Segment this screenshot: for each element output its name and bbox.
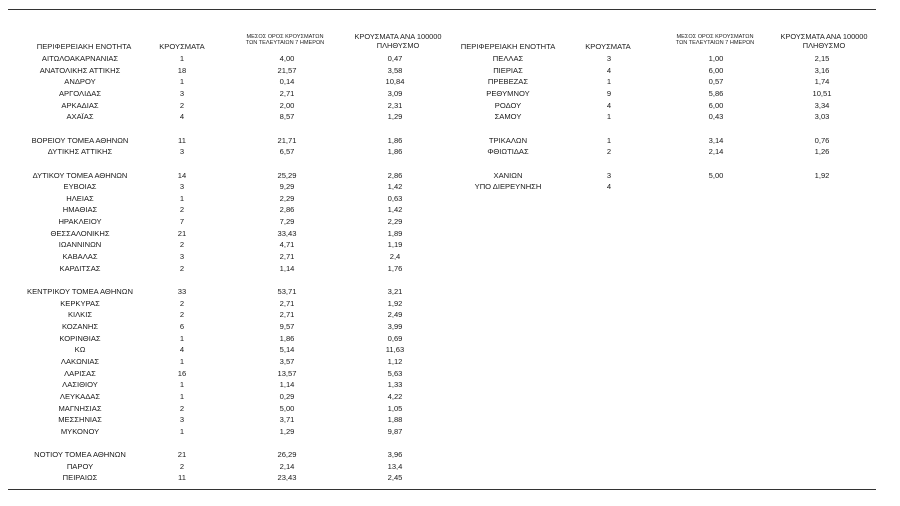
cell-avg: 0,57	[708, 77, 724, 87]
cell-region: ΜΥΚΟΝΟΥ	[60, 426, 100, 436]
left-header-region: ΠΕΡΙΦΕΡΕΙΑΚΗ ΕΝΟΤΗΤΑ	[36, 42, 132, 51]
cell-region: ΗΜΑΘΙΑΣ	[62, 205, 98, 215]
cell-avg: 5,86	[708, 88, 724, 98]
cell-region: ΗΡΑΚΛΕΙΟΥ	[58, 217, 102, 227]
cell-per100k: 3,09	[387, 88, 403, 98]
cell-cases: 2	[606, 147, 612, 157]
table-row	[0, 217, 900, 227]
cell-region: ΜΑΓΝΗΣΙΑΣ	[58, 403, 102, 413]
cell-cases: 4	[179, 345, 185, 355]
cell-avg: 2,29	[279, 193, 295, 203]
cell-region: ΥΠΟ ΔΙΕΡΕΥΝΗΣΗ	[474, 182, 542, 192]
cell-cases: 1	[179, 193, 185, 203]
table-row	[0, 66, 900, 76]
cell-cases: 21	[177, 228, 187, 238]
cell-per100k: 0,47	[387, 54, 403, 63]
cell-avg: 6,00	[708, 100, 724, 110]
right-header-avg-line1: ΜΕΣΟΣ ΟΡΟΣ ΚΡΟΥΣΜΑΤΩΝ	[676, 34, 754, 40]
cell-per100k: 2,15	[814, 54, 830, 63]
table-row	[0, 287, 900, 297]
cell-region: ΚΑΒΑΛΑΣ	[62, 252, 98, 262]
cell-cases: 1	[179, 380, 185, 390]
cell-per100k: 1,26	[814, 147, 830, 157]
cell-cases: 3	[179, 252, 185, 262]
cell-per100k: 1,92	[387, 298, 403, 308]
cell-cases: 1	[606, 135, 612, 145]
table-row	[0, 310, 900, 320]
cell-avg: 0,29	[279, 391, 295, 401]
cell-cases: 1	[606, 77, 612, 87]
table-row	[0, 392, 900, 402]
cell-per100k: 10,51	[812, 88, 832, 98]
bottom-rule	[8, 489, 876, 490]
cell-region: ΡΟΔΟΥ	[494, 100, 522, 110]
table-row	[0, 171, 900, 181]
table-row	[0, 252, 900, 262]
cell-avg: 1,29	[279, 426, 295, 436]
cell-region: ΚΕΡΚΥΡΑΣ	[60, 298, 100, 308]
cell-cases: 1	[179, 77, 185, 87]
table-row	[0, 194, 900, 204]
cell-region: ΜΕΣΣΗΝΙΑΣ	[58, 415, 102, 425]
cell-cases: 9	[606, 88, 612, 98]
cell-per100k: 9,87	[387, 426, 403, 436]
table-row	[0, 182, 900, 192]
cell-avg: 33,43	[277, 228, 297, 238]
cell-per100k: 1,05	[387, 403, 403, 413]
cell-per100k: 0,69	[387, 333, 403, 343]
cell-avg: 23,43	[277, 473, 297, 483]
cell-avg: 13,57	[277, 368, 297, 378]
cell-cases: 11	[178, 473, 186, 483]
cell-per100k: 13,4	[387, 461, 403, 471]
cell-per100k: 1,42	[387, 182, 403, 192]
cell-region: ΧΑΝΙΩΝ	[493, 170, 523, 180]
cell-per100k: 1,89	[387, 228, 403, 238]
cell-cases: 2	[179, 100, 185, 110]
cell-region: ΦΘΙΩΤΙΔΑΣ	[487, 147, 529, 157]
cell-avg: 2,71	[279, 310, 295, 320]
table-row	[0, 415, 900, 425]
cell-region: ΙΩΑΝΝΙΝΩΝ	[58, 240, 102, 250]
cell-region: ΣΑΜΟΥ	[494, 112, 522, 122]
cell-cases: 1	[179, 333, 185, 343]
cell-region: ΚΕΝΤΡΙΚΟΥ ΤΟΜΕΑ ΑΘΗΝΩΝ	[27, 287, 133, 296]
table-row	[0, 89, 900, 99]
cell-cases: 3	[179, 147, 185, 157]
cell-avg: 0,43	[708, 112, 724, 122]
cell-avg: 1,14	[279, 263, 295, 273]
cell-per100k: 3,16	[814, 65, 830, 75]
cell-per100k: 3,99	[387, 321, 403, 331]
cell-cases: 3	[606, 54, 612, 63]
spacer-row	[0, 159, 900, 169]
cell-cases: 1	[179, 356, 185, 366]
left-header-avg	[230, 34, 340, 47]
cell-avg: 2,14	[708, 147, 724, 157]
cell-cases: 1	[606, 112, 612, 122]
cell-cases: 18	[177, 65, 187, 75]
cell-avg: 5,00	[708, 170, 724, 180]
table-row	[0, 229, 900, 239]
cell-region: ΑΝΑΤΟΛΙΚΗΣ ΑΤΤΙΚΗΣ	[39, 65, 121, 75]
cell-per100k: 3,34	[814, 100, 830, 110]
spacer-row	[0, 438, 900, 448]
cell-per100k: 1,42	[387, 205, 403, 215]
cell-avg: 2,71	[279, 298, 295, 308]
cell-region: ΑΝΔΡΟΥ	[64, 77, 96, 87]
cell-avg: 5,00	[279, 403, 295, 413]
spacer-row	[0, 124, 900, 134]
cell-per100k: 1,19	[387, 240, 403, 250]
left-header-per100k	[338, 33, 458, 50]
left-header-per100k-line1: ΚΡΟΥΣΜΑΤΑ ΑΝΑ 100000	[354, 32, 442, 41]
table-row	[0, 54, 900, 64]
cell-per100k: 3,58	[387, 65, 403, 75]
cell-avg: 2,00	[279, 100, 295, 110]
right-header-per100k	[764, 33, 884, 50]
cell-per100k: 4,22	[387, 391, 403, 401]
cell-per100k: 10,84	[385, 77, 405, 87]
cell-region: ΗΛΕΙΑΣ	[66, 193, 94, 203]
cell-per100k: 3,21	[387, 287, 403, 296]
table-row	[0, 334, 900, 344]
cell-region: ΡΕΘΥΜΝΟΥ	[486, 88, 530, 98]
cell-region: ΠΕΛΛΑΣ	[492, 54, 524, 63]
cell-region: ΤΡΙΚΑΛΩΝ	[488, 135, 528, 145]
cell-avg: 3,14	[708, 135, 724, 145]
cell-per100k: 1,29	[387, 112, 403, 122]
table-row	[0, 136, 900, 146]
table-row	[0, 369, 900, 379]
cell-avg: 8,57	[279, 112, 295, 122]
table-row	[0, 264, 900, 274]
cell-avg: 6,57	[279, 147, 295, 157]
cell-avg: 2,14	[279, 461, 295, 471]
left-header-per100k-line2: ΠΛΗΘΥΣΜΟ	[376, 40, 420, 50]
cell-avg: 0,14	[279, 77, 295, 87]
table-row	[0, 112, 900, 122]
table-row	[0, 322, 900, 332]
cell-avg: 6,00	[708, 65, 724, 75]
cell-region: ΒΟΡΕΙΟΥ ΤΟΜΕΑ ΑΘΗΝΩΝ	[31, 135, 129, 145]
cell-cases: 16	[177, 368, 187, 378]
cell-per100k: 2,49	[387, 310, 403, 320]
cell-per100k: 1,88	[387, 415, 403, 425]
left-header-avg-line1: ΜΕΣΟΣ ΟΡΟΣ ΚΡΟΥΣΜΑΤΩΝ	[246, 34, 324, 40]
cell-per100k: 3,96	[387, 450, 403, 460]
table-row	[0, 299, 900, 309]
table-row	[0, 345, 900, 355]
cell-per100k: 0,76	[814, 135, 830, 145]
cell-cases: 2	[179, 205, 185, 215]
right-header-region: ΠΕΡΙΦΕΡΕΙΑΚΗ ΕΝΟΤΗΤΑ	[460, 42, 556, 51]
cell-region: ΔΥΤΙΚΗΣ ΑΤΤΙΚΗΣ	[47, 147, 113, 157]
cell-per100k: 2,86	[387, 170, 403, 180]
cell-region: ΚΟΖΑΝΗΣ	[61, 321, 99, 331]
cell-avg: 1,00	[708, 54, 724, 63]
cell-region: ΠΡΕΒΕΖΑΣ	[487, 77, 529, 87]
cell-cases: 2	[179, 461, 185, 471]
cell-cases: 2	[179, 298, 185, 308]
cell-cases: 2	[179, 240, 185, 250]
cell-cases: 3	[179, 415, 185, 425]
left-header-cases: ΚΡΟΥΣΜΑΤΑ	[159, 42, 205, 51]
cell-region: ΑΡΚΑΔΙΑΣ	[61, 100, 99, 110]
cell-region: ΔΥΤΙΚΟΥ ΤΟΜΕΑ ΑΘΗΝΩΝ	[32, 170, 128, 180]
cell-cases: 2	[179, 403, 185, 413]
cell-cases: 7	[179, 217, 185, 227]
cell-region: ΛΑΚΩΝΙΑΣ	[60, 356, 100, 366]
cell-per100k: 1,33	[387, 380, 403, 390]
cell-region: ΛΕΥΚΑΔΑΣ	[59, 391, 101, 401]
cell-region: ΚΩ	[74, 345, 86, 355]
cell-avg: 3,71	[279, 415, 295, 425]
right-header-avg-line2: ΤΩΝ ΤΕΛΕΥΤΑΙΩΝ 7 ΗΜΕΡΩΝ	[675, 40, 755, 47]
cell-avg: 9,29	[279, 182, 295, 192]
cell-cases: 3	[179, 182, 185, 192]
cell-per100k: 2,29	[387, 217, 403, 227]
cell-avg: 25,29	[277, 170, 297, 180]
cell-per100k: 1,76	[387, 263, 403, 273]
cell-cases: 6	[179, 321, 185, 331]
cell-avg: 26,29	[277, 450, 297, 460]
spacer-row	[0, 275, 900, 285]
cell-per100k: 1,12	[387, 356, 403, 366]
cell-avg: 2,71	[279, 88, 295, 98]
cell-region: ΑΙΤΩΛΟΑΚΑΡΝΑΝΙΑΣ	[41, 54, 119, 63]
cell-cases: 4	[606, 65, 612, 75]
cell-cases: 4	[606, 182, 612, 192]
cell-avg: 9,57	[279, 321, 295, 331]
cell-cases: 3	[606, 170, 612, 180]
cell-per100k: 1,86	[387, 135, 403, 145]
cell-cases: 1	[179, 54, 185, 63]
table-row	[0, 427, 900, 437]
cell-per100k: 3,03	[814, 112, 830, 122]
table-row	[0, 147, 900, 157]
cell-per100k: 1,86	[387, 147, 403, 157]
cell-avg: 21,71	[277, 135, 297, 145]
cell-per100k: 11,63	[385, 345, 405, 355]
cell-region: ΠΕΙΡΑΙΩΣ	[62, 473, 98, 483]
right-header-per100k-line2: ΠΛΗΘΥΣΜΟ	[802, 40, 846, 50]
table-row	[0, 473, 900, 483]
cell-cases: 14	[177, 170, 187, 180]
table-row	[0, 462, 900, 472]
cell-per100k: 5,63	[387, 368, 403, 378]
table-row	[0, 240, 900, 250]
cell-avg: 4,00	[279, 54, 295, 63]
cell-avg: 21,57	[277, 65, 297, 75]
cell-per100k: 2,4	[389, 252, 401, 262]
cell-avg: 4,71	[279, 240, 295, 250]
cell-avg: 2,71	[279, 252, 295, 262]
cell-cases: 33	[177, 287, 187, 296]
cell-region: ΠΙΕΡΙΑΣ	[493, 65, 523, 75]
cell-cases: 2	[179, 310, 185, 320]
cell-cases: 3	[179, 88, 185, 98]
cell-avg: 53,71	[277, 287, 297, 296]
table-row	[0, 357, 900, 367]
cell-avg: 5,14	[279, 345, 295, 355]
top-rule	[8, 9, 876, 10]
cell-region: ΚΑΡΔΙΤΣΑΣ	[59, 263, 101, 273]
cell-avg: 1,14	[279, 380, 295, 390]
cell-avg: 2,86	[279, 205, 295, 215]
cell-region: ΑΡΓΟΛΙΔΑΣ	[58, 88, 102, 98]
right-header-cases: ΚΡΟΥΣΜΑΤΑ	[585, 42, 631, 51]
right-header-per100k-line1: ΚΡΟΥΣΜΑΤΑ ΑΝΑ 100000	[780, 32, 868, 41]
table-row	[0, 101, 900, 111]
table-row	[0, 380, 900, 390]
cell-region: ΚΟΡΙΝΘΙΑΣ	[59, 333, 101, 343]
cell-region: ΘΕΣΣΑΛΟΝΙΚΗΣ	[50, 228, 110, 238]
cell-per100k: 1,74	[814, 77, 830, 87]
cell-cases: 1	[179, 426, 185, 436]
cell-cases: 4	[179, 112, 185, 122]
cell-per100k: 0,63	[387, 193, 403, 203]
cell-region: ΛΑΣΙΘΙΟΥ	[62, 380, 98, 390]
cell-region: ΑΧΑΪΑΣ	[66, 112, 94, 122]
cell-cases: 1	[179, 391, 185, 401]
cell-avg: 1,86	[279, 333, 295, 343]
cell-cases: 4	[606, 100, 612, 110]
cell-region: ΝΟΤΙΟΥ ΤΟΜΕΑ ΑΘΗΝΩΝ	[34, 450, 126, 460]
table-row	[0, 77, 900, 87]
table-row	[0, 450, 900, 460]
cell-cases: 21	[177, 450, 187, 460]
cell-cases: 2	[179, 263, 185, 273]
cell-region: ΚΙΛΚΙΣ	[67, 310, 93, 320]
cell-per100k: 2,31	[387, 100, 403, 110]
cell-per100k: 2,45	[387, 473, 403, 483]
cell-avg: 3,57	[279, 356, 295, 366]
cell-region: ΛΑΡΙΣΑΣ	[64, 368, 96, 378]
table-row	[0, 404, 900, 414]
right-header-avg	[660, 34, 770, 47]
cell-cases: 11	[178, 135, 186, 145]
cell-avg: 7,29	[279, 217, 295, 227]
cell-region: ΕΥΒΟΙΑΣ	[63, 182, 97, 192]
cell-region: ΠΑΡΟΥ	[66, 461, 94, 471]
cell-per100k: 1,92	[814, 170, 830, 180]
left-header-avg-line2: ΤΩΝ ΤΕΛΕΥΤΑΙΩΝ 7 ΗΜΕΡΩΝ	[245, 40, 325, 47]
table-row	[0, 205, 900, 215]
